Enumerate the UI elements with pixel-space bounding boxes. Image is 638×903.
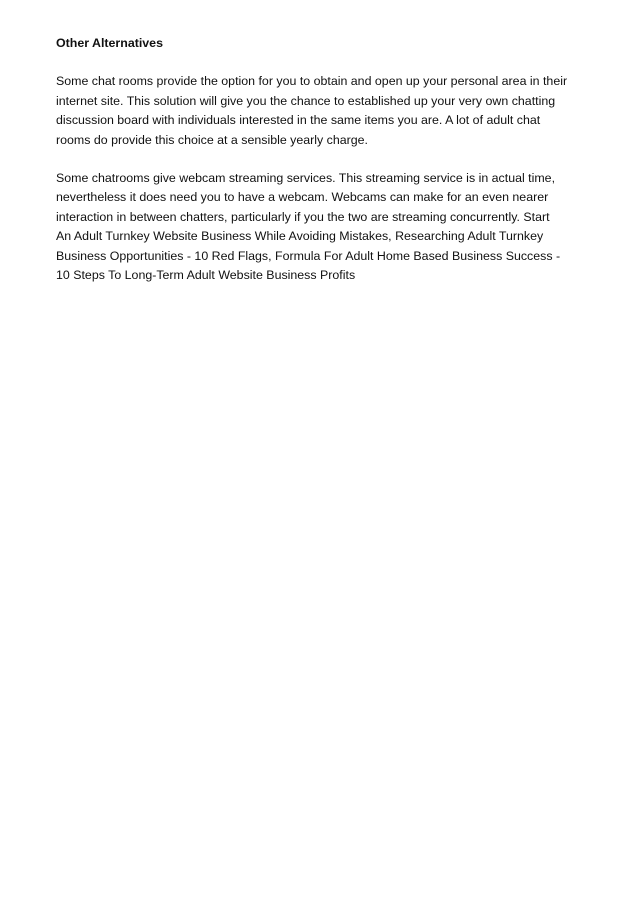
document-body [56, 34, 591, 304]
text-line: Business Opportunities - 10 Red Flags, Formula For Adult Home Based Business Success - [56, 248, 561, 263]
text-line: internet site. This solution will give you the chance to established up your very own chatting [56, 93, 556, 108]
text-line: An Adult Turnkey Website Business While Avoiding Mistakes, Researching Adult Turnkey [56, 229, 544, 244]
text-line: Some chat rooms provide the option for you to obtain and open up your personal area in their [56, 74, 568, 89]
text-line: 10 Steps To Long-Term Adult Website Business Profits [56, 268, 356, 283]
text-line: interaction in between chatters, particularly if you the two are streaming concurrently. Start [56, 209, 550, 224]
text-line: nevertheless it does need you to have a webcam. Webcams can make for an even nearer [56, 190, 549, 205]
text-line: rooms do provide this choice at a sensible yearly charge. [56, 132, 368, 147]
text-line: discussion board with individuals interested in the same items you are. A lot of adult chat [56, 113, 541, 128]
text-line: Some chatrooms give webcam streaming services. This streaming service is in actual time, [56, 171, 556, 186]
paragraph-webcam-streaming [56, 169, 591, 285]
paragraph-chat-rooms-area [56, 72, 591, 150]
section-heading: Other Alternatives [56, 36, 163, 50]
